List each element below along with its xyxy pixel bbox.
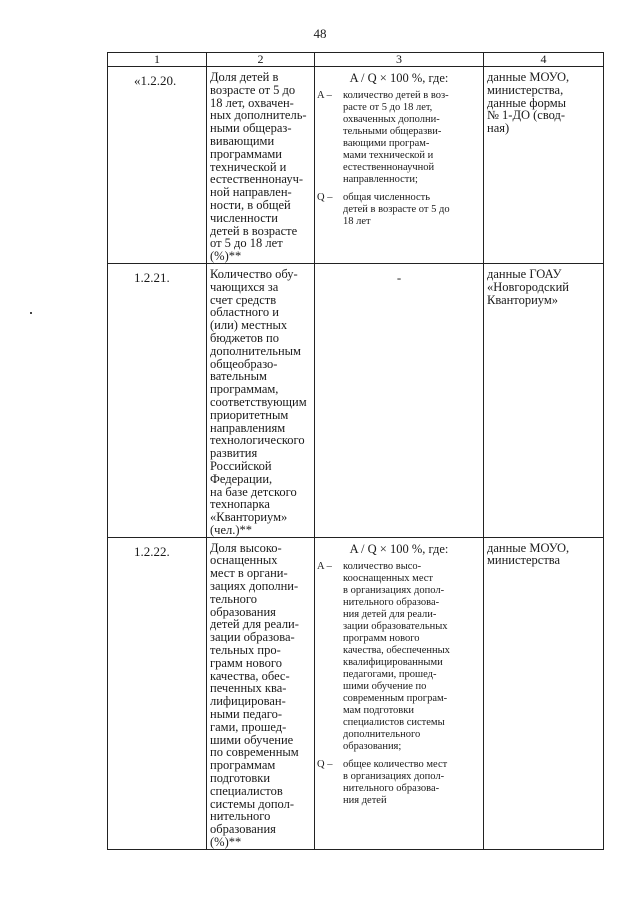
legend-item [315, 561, 483, 759]
text-line: шими обучение по [343, 680, 427, 692]
text-line: кооснащенных мест [343, 572, 433, 584]
text-line: специалистов системы [343, 716, 445, 728]
text-line: оснащенных [210, 553, 278, 568]
page-number: 48 [313, 26, 327, 41]
table-row [108, 537, 604, 849]
text-line: дополнительного [343, 728, 421, 740]
text-line: ными общераз- [210, 121, 292, 136]
row-number-cell [108, 67, 207, 264]
column-header: 3 [315, 53, 484, 67]
text-line: Российской [210, 458, 272, 473]
source-text [484, 264, 603, 306]
text-line: ными педаго- [210, 707, 283, 722]
text-line: ной направлен- [210, 185, 292, 200]
text-line: технической и [210, 159, 287, 174]
text-line: мест в органи- [210, 566, 288, 581]
text-line: вательным [210, 369, 267, 384]
column-header: 4 [484, 53, 604, 67]
text-line: данные формы [487, 95, 567, 110]
scan-speck [30, 312, 32, 314]
text-line: квалифицированными [343, 656, 443, 668]
formula-cell [315, 263, 484, 537]
legend-text [343, 90, 477, 186]
text-line: современным програм- [343, 692, 448, 704]
text-line: направлениям [210, 420, 286, 435]
text-line: количество высо- [343, 560, 422, 572]
text-line: зации образова- [210, 630, 295, 645]
source-cell [484, 263, 604, 537]
formula-cell [315, 67, 484, 264]
text-line: № 1-ДО (свод- [487, 108, 566, 123]
text-line: тельного [210, 591, 257, 606]
indicators-table [107, 52, 604, 850]
text-line: детей для реали- [210, 617, 299, 632]
text-line: от 5 до 18 лет [210, 236, 283, 251]
text-line: на базе детского [210, 484, 297, 499]
source-cell [484, 67, 604, 264]
text-line: тельных про- [210, 643, 281, 658]
row-number: 1.2.22. [134, 543, 170, 559]
text-line: образования [210, 822, 276, 837]
legend-text [343, 192, 477, 228]
formula: A / Q × 100 %, где: [349, 541, 449, 556]
text-line: нительного образова- [343, 596, 440, 608]
text-line: программам [210, 758, 276, 773]
row-number-cell [108, 263, 207, 537]
formula-dash: - [396, 269, 402, 285]
text-line: мами технической и [343, 150, 434, 161]
column-header: 1 [108, 53, 207, 67]
text-line: качества, обес- [210, 668, 290, 683]
text-line: ния детей для реали- [343, 608, 437, 620]
text-line: по современным [210, 745, 299, 760]
indicator-cell [207, 263, 315, 537]
formula-cell [315, 537, 484, 849]
legend-symbol: Q – [317, 758, 333, 770]
text-line: мам подготовки [343, 704, 414, 716]
indicator-text [207, 538, 314, 849]
column-header: 2 [207, 53, 315, 67]
text-line: данные МОУО, [487, 70, 570, 84]
row-number-cell [108, 537, 207, 849]
text-line: приоритетным [210, 407, 289, 422]
text-line: развития [210, 446, 258, 461]
table-row [108, 263, 604, 537]
text-line: в организациях допол- [343, 770, 445, 782]
text-line: ных дополнитель- [210, 108, 307, 123]
text-line: общая численность [343, 192, 431, 203]
text-line: естественнонауч- [210, 172, 304, 187]
text-line: счет средств [210, 292, 277, 307]
text-line: ния детей [343, 794, 387, 806]
text-line: (или) местных [210, 318, 288, 333]
text-line: Количество обу- [210, 266, 298, 281]
legend-symbol: Q – [317, 192, 333, 203]
text-line: Доля высоко- [210, 540, 282, 555]
text-line: 18 лет, охвачен- [210, 95, 294, 110]
row-number: 1.2.21. [134, 269, 170, 285]
text-line: системы допол- [210, 796, 295, 811]
table-row [108, 67, 604, 264]
text-line: специалистов [210, 783, 283, 798]
text-line: педагогами, прошед- [343, 668, 437, 680]
text-line: соответствующим [210, 394, 307, 409]
formula: A / Q × 100 %, где: [349, 71, 449, 85]
text-line: численности [210, 210, 278, 225]
source-text [484, 538, 603, 568]
legend-item [315, 759, 483, 813]
text-line: вающими програм- [343, 138, 430, 149]
legend-item [315, 192, 483, 234]
indicator-text [207, 67, 314, 263]
text-line: Доля детей в [210, 70, 279, 84]
source-text [484, 67, 603, 135]
text-line: «Новгородский [487, 279, 569, 294]
legend-symbol: A – [317, 560, 332, 572]
text-line: возрасте от 5 до [210, 82, 296, 97]
text-line: качества, обеспеченных [343, 644, 450, 656]
text-line: образования [210, 604, 276, 619]
text-line: (%)** [210, 249, 242, 264]
text-line: зации образовательных [343, 620, 448, 632]
text-line: детей в возрасте от 5 до [343, 204, 450, 215]
text-line: министерства, [487, 82, 564, 97]
text-line: ная) [487, 121, 510, 136]
text-line: программ нового [343, 632, 420, 644]
text-line: направленности; [343, 174, 418, 185]
indicator-cell [207, 537, 315, 849]
text-line: программам, [210, 382, 279, 397]
text-line: данные МОУО, [487, 540, 570, 555]
text-line: естественнонаучной [343, 162, 435, 173]
text-line: расте от 5 до 18 лет, [343, 102, 433, 113]
text-line: 18 лет [343, 216, 371, 227]
legend-text [343, 561, 477, 753]
text-line: чающихся за [210, 279, 279, 294]
text-line: программами [210, 146, 282, 161]
text-line: детей в возрасте [210, 223, 298, 238]
text-line: (%)** [210, 835, 242, 850]
text-line: ности, в общей [210, 197, 291, 212]
text-line: Федерации, [210, 471, 273, 486]
indicator-cell [207, 67, 315, 264]
legend-symbol: A – [317, 90, 332, 101]
text-line: нительного образова- [343, 782, 440, 794]
text-line: шими обучение [210, 732, 294, 747]
text-line: «Кванториум» [210, 510, 288, 525]
text-line: грамм нового [210, 655, 282, 670]
text-line: Кванториум» [487, 292, 559, 307]
legend-item [315, 90, 483, 192]
indicator-text [207, 264, 314, 537]
text-line: в организациях допол- [343, 584, 445, 596]
text-line: печенных ква- [210, 681, 287, 696]
text-line: нительного [210, 809, 271, 824]
text-line: тельными общеразви- [343, 126, 442, 137]
text-line: министерства [487, 553, 561, 568]
text-line: вивающими [210, 133, 275, 148]
text-line: лифицирован- [210, 694, 286, 709]
text-line: технопарка [210, 497, 270, 512]
text-line: зациях дополни- [210, 579, 299, 594]
text-line: гами, прошед- [210, 719, 287, 734]
text-line: технологического [210, 433, 305, 448]
text-line: бюджетов по [210, 330, 279, 345]
text-line: областного и [210, 305, 279, 320]
text-line: дополнительным [210, 343, 301, 358]
text-line: количество детей в воз- [343, 90, 449, 101]
text-line: образования; [343, 740, 402, 752]
text-line: (чел.)** [210, 522, 253, 537]
row-number: «1.2.20. [134, 73, 177, 88]
text-line: подготовки [210, 771, 271, 786]
source-cell [484, 537, 604, 849]
text-line: охваченных дополни- [343, 114, 440, 125]
legend-text [343, 759, 477, 807]
text-line: общее количество мест [343, 758, 448, 770]
text-line: данные ГОАУ [487, 266, 562, 281]
table-header-row [108, 53, 604, 67]
text-line: общеобразо- [210, 356, 278, 371]
